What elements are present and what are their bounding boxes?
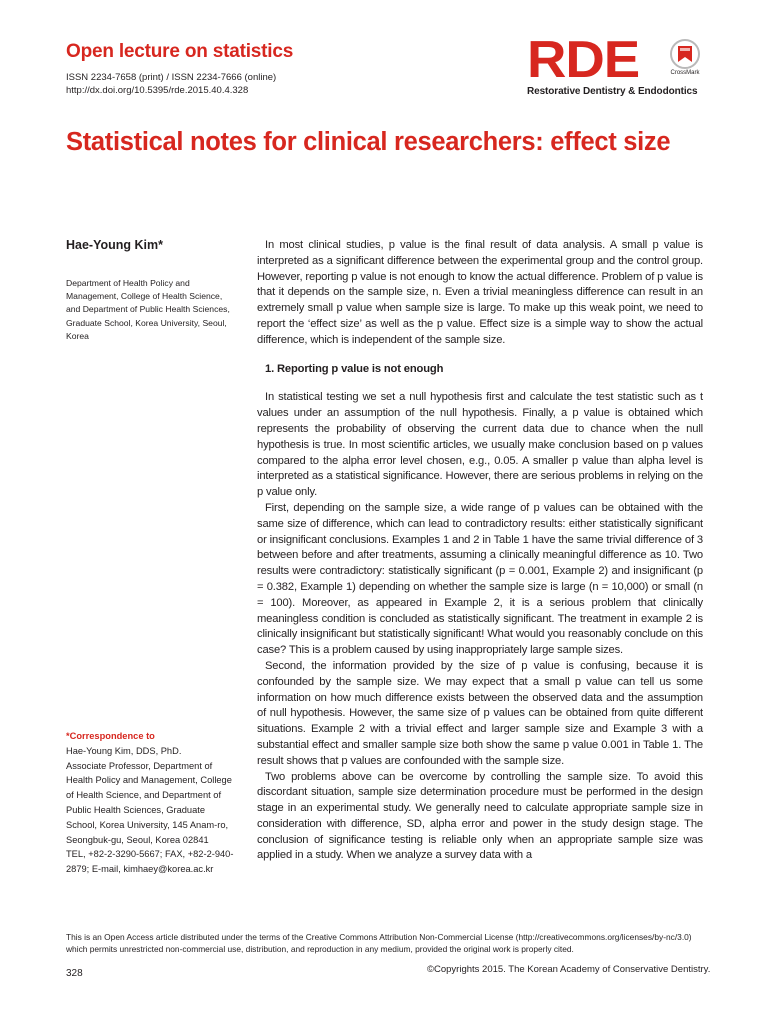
intro-paragraph: In most clinical studies, p value is the final result of data analysis. A small p value is interpreted as a significant difference between the experimental group and the control group. However, reporting p value is not enough to know the actual difference. Problem of p value is that it depends on the sample size, n. Even a trivial meaningless difference can result in an extremely small p value when sample size is large. To make up this weak point, we need to report the ‘effect size’ as well as the p value. Effect size is a simple way to show the actual difference, which is independent of the sample size. [257, 239, 703, 346]
body-paragraph: In statistical testing we set a null hypothesis first and calculate the test statistic such as t values under an assumption of the null hypothesis. Finally, a p value is obtained which represents the probability of observing the current data due to chance when the null hypothesis is true. In most scientific articles, we usually make conclusion based on p values compared to the alpha error level chosen, e.g., 0.05. A smaller p value than alpha level is interpreted as a statistical significance. However, there are serious problems in relying on the p value only. [257, 391, 703, 499]
correspondence-name: Hae-Young Kim, DDS, PhD. [66, 745, 182, 756]
journal-logo[interactable] [527, 31, 707, 102]
correspondence-block [66, 729, 236, 877]
article-title: Statistical notes for clinical researchers: effect size [66, 128, 671, 156]
issn-line: ISSN 2234-7658 (print) / ISSN 2234-7666 (online) [66, 72, 277, 83]
correspondence-address: Associate Professor, Department of Health Policy and Management, College of Health Science, and Department of Public Health Sciences, Graduate School, Korea University, 145 Anam-ro, Seongbuk-gu, Seoul, Korea 02841 [66, 760, 232, 845]
section-label: Open lecture on statistics [66, 41, 294, 62]
correspondence-heading: *Correspondence to [66, 731, 155, 741]
crossmark-label: CrossMark [670, 70, 700, 76]
body-paragraph: Two problems above can be overcome by controlling the sample size. To avoid this discordant situation, sample size determination procedure must be performed in the design stage in an experimental study. We generally need to calculate appropriate sample size in consideration with difference, SD, alpha error and power in the study design stage. The conclusion of significance testing is reliable only when an appropriate sample size was applied in a study. When we analyze a survey data with a [257, 770, 703, 862]
journal-name: Restorative Dentistry & Endodontics [527, 86, 698, 97]
section-heading: 1. Reporting p value is not enough [265, 362, 444, 375]
doi-link[interactable]: http://dx.doi.org/10.5395/rde.2015.40.4.328 [66, 85, 249, 96]
article-body [257, 238, 703, 864]
correspondence-contact[interactable]: TEL, +82-2-3290-5667; FAX, +82-2-940-2879; E-mail, kimhaey@korea.ac.kr [66, 849, 234, 875]
page-number: 328 [66, 968, 83, 979]
body-paragraph: Second, the information provided by the size of p value is confusing, because it is confounded by the sample size. We may expect that a small p value can tell us some information on how much difference exists between the observed data and the assumption of null hypothesis. However, the same size of p values can be obtained from quite different situations. Example 2 with a trivial effect and larger sample size and Example 3 with a substantial effect and smaller sample size both show the same p value 0.001 in Table 1. The result shows that p values are confounded with the sample size. [257, 659, 703, 767]
crossmark-icon[interactable] [667, 38, 703, 78]
copyright-notice: ©Copyrights 2015. The Korean Academy of Conservative Dentistry. [427, 964, 711, 975]
license-notice: This is an Open Access article distributed under the terms of the Creative Commons Attribution Non-Commercial License (http://creativecommons.org/licenses/by-nc/3.0) which permits unrestricted non-commercial use, distribution, and reproduction in any medium, provided the original work is properly cited. [66, 932, 692, 955]
author-affiliation: Department of Health Policy and Management, College of Health Science, and Department of Public Health Sciences, Graduate School, Korea University, Seoul, Korea [66, 278, 230, 341]
author-name: Hae-Young Kim* [66, 238, 163, 252]
journal-logo-letters: RDE [527, 31, 640, 89]
body-paragraph: First, depending on the sample size, a wide range of p values can be obtained with the same size of difference, which can lead to contradictory results: either statistically significant or insignificant conclusions. Examples 1 and 2 in Table 1 have the same trivial difference of 3 between before and after treatments, assuming a clinically meaningful difference as 10. Two results were contradictory: statistically significant (p = 0.001, Example 2) and insignificant (p = 0.382, Example 1) depending on whether the sample size is large (n = 10,000) or small (n = 100). Moreover, as appeared in Example 2, it is a serious problem that clinically meaningless condition is concluded as statistically significant. The treatment in example 2 is clinically insignificant but statistically significant! What would you reasonably conclude on this case? This is a problem caused by using inappropriately large sample sizes. [257, 501, 703, 657]
